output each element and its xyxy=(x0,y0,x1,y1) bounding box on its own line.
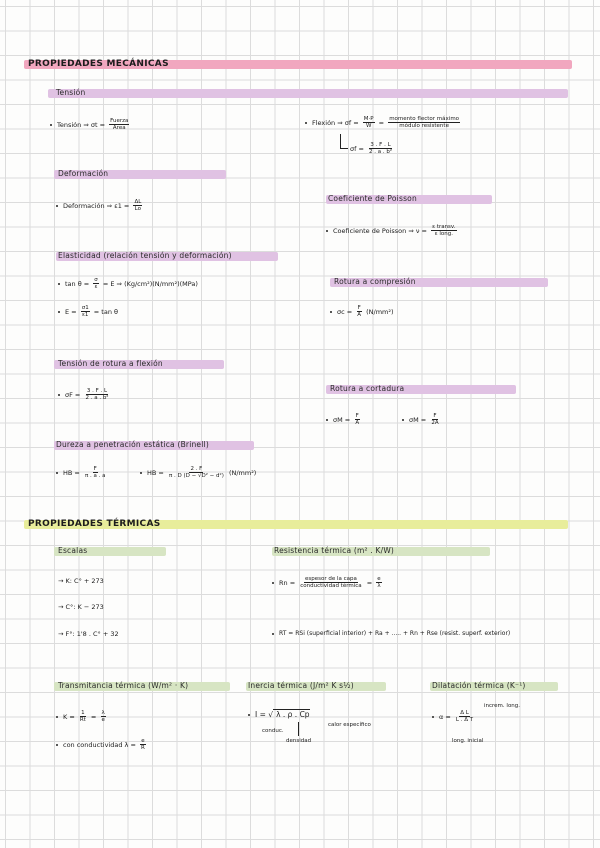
poisson-formula: Coeficiente de Poisson ⇒ ν = $\frac{\text{ε transv.}}{\text{ε long.}}$ xyxy=(326,224,459,238)
elasticidad-formula-2: E = $\frac{\sigma 1}{\varepsilon 1}$ = tan θ xyxy=(58,305,118,319)
transmitancia-formula: K = $\frac{1}{Rt}$ = $\frac{\lambda}{e}$ xyxy=(56,710,108,724)
deformacion-formula: Deformación ⇒ ε1 = $\frac{\Delta L}{Lo}$ xyxy=(56,199,144,213)
flexion-formula: Flexión ⇒ σf = $\frac{M\cdot P}{W}$ = $\frac{\text{momento flector máximo}}{\text{módulo resistente}}$ xyxy=(305,116,462,130)
bullet xyxy=(432,716,434,718)
compresion-title: Rotura a compresión xyxy=(334,277,416,286)
deformacion-title: Deformación xyxy=(58,169,109,178)
dureza-formula-b: HB = $\frac{2 . F}{\text{π . D (D − √D² − d²)}}$ (N/mm²) xyxy=(140,466,256,480)
bullet xyxy=(330,311,332,313)
dureza-formula-a: HB = $\frac{F}{\pi . a . a}$ xyxy=(56,466,108,480)
rotura-flexion-title: Tensión de rotura a flexión xyxy=(58,359,163,368)
dilatacion-title: Dilatación térmica (K⁻¹) xyxy=(432,681,526,690)
bullet xyxy=(50,124,52,126)
escala-item-celsius: → C°: K − 273 xyxy=(58,603,104,611)
transmitancia-title: Transmitancia térmica (W/m² · K) xyxy=(58,681,189,690)
inercia-title: Inercia térmica (J/m² K s½) xyxy=(248,681,354,690)
dureza-title: Dureza a penetración estática (Brinell) xyxy=(56,440,209,449)
cortadura-title: Rotura a cortadura xyxy=(330,384,405,393)
flexion-arrow-stem xyxy=(340,134,341,148)
bullet xyxy=(56,205,58,207)
escalas-title: Escalas xyxy=(58,546,88,555)
inercia-rho-pointer xyxy=(298,722,299,736)
transmitancia-conductividad: con conductividad λ = $\frac{e}{R}$ xyxy=(56,738,148,752)
cortadura-formula-b: σM = $\frac{F}{2A}$ xyxy=(402,413,442,427)
bullet xyxy=(402,419,404,421)
bullet xyxy=(140,472,142,474)
rotura-flexion-formula: σF = $\frac{3 . F . L}{\text{2 . a . b²}}$ xyxy=(58,388,112,402)
elasticidad-title: Elasticidad (relación tensión y deformación) xyxy=(58,251,232,260)
flexion-alt-formula: σf = $\frac{3 . F . L}{\text{2 . a . b²}}$ xyxy=(350,142,393,156)
mecanicas-title: PROPIEDADES MECÁNICAS xyxy=(28,59,169,69)
resistencia-total: RT = RSi (superficial interior) + Ra + ..... + Rn + Rse (resist. superf. exterior) xyxy=(272,630,510,637)
bullet xyxy=(58,311,60,313)
bullet xyxy=(56,716,58,718)
inercia-label-rho: densidad xyxy=(286,738,312,744)
dilatacion-label-bottom: long. inicial xyxy=(452,738,484,744)
termicas-title: PROPIEDADES TÉRMICAS xyxy=(28,519,161,529)
bullet xyxy=(58,394,60,396)
resistencia-formula: Rn = $\frac{\text{espesor de la capa}}{\text{conductividad térmica}}$ = $\frac{e}{\lambda}$ xyxy=(272,576,384,590)
tension-formula: Tensión ⇒ σt = $\frac{\text{Fuerza}}{\text{Área}}$ xyxy=(50,118,131,132)
inercia-formula: I = √ λ . ρ . Cp xyxy=(248,710,310,719)
bullet xyxy=(272,633,274,635)
dilatacion-label-top: increm. long. xyxy=(484,703,521,709)
flexion-arrow-foot xyxy=(340,148,348,149)
escala-item-fahrenheit: → F°: 1'8 . C° + 32 xyxy=(58,630,119,638)
bullet xyxy=(326,230,328,232)
escala-item-kelvin: → K: C° + 273 xyxy=(58,577,104,585)
elasticidad-formula-1: tan θ = $\frac{\sigma}{\varepsilon}$ = E ⇒ (Kg/cm²)(N/mm²)(MPa) xyxy=(58,277,198,291)
poisson-title: Coeficiente de Poisson xyxy=(328,194,417,203)
tension-title: Tensión xyxy=(56,88,86,97)
bullet xyxy=(58,283,60,285)
inercia-label-lambda: conduc. xyxy=(262,728,284,734)
cortadura-formula-a: σM = $\frac{F}{A}$ xyxy=(326,413,362,427)
bullet xyxy=(248,714,250,716)
resistencia-title: Resistencia térmica (m² . K/W) xyxy=(274,546,395,555)
bullet xyxy=(56,744,58,746)
bullet xyxy=(326,419,328,421)
bullet xyxy=(305,122,307,124)
compresion-formula: σc = $\frac{F}{A}$ (N/mm²) xyxy=(330,305,394,319)
inercia-label-cp: calor específico xyxy=(328,722,371,728)
bullet xyxy=(272,582,274,584)
dilatacion-formula: α = $\frac{\text{Δ L}}{\text{L . Δ T}}$ xyxy=(432,710,476,724)
tension-highlight xyxy=(48,89,568,98)
bullet xyxy=(56,472,58,474)
